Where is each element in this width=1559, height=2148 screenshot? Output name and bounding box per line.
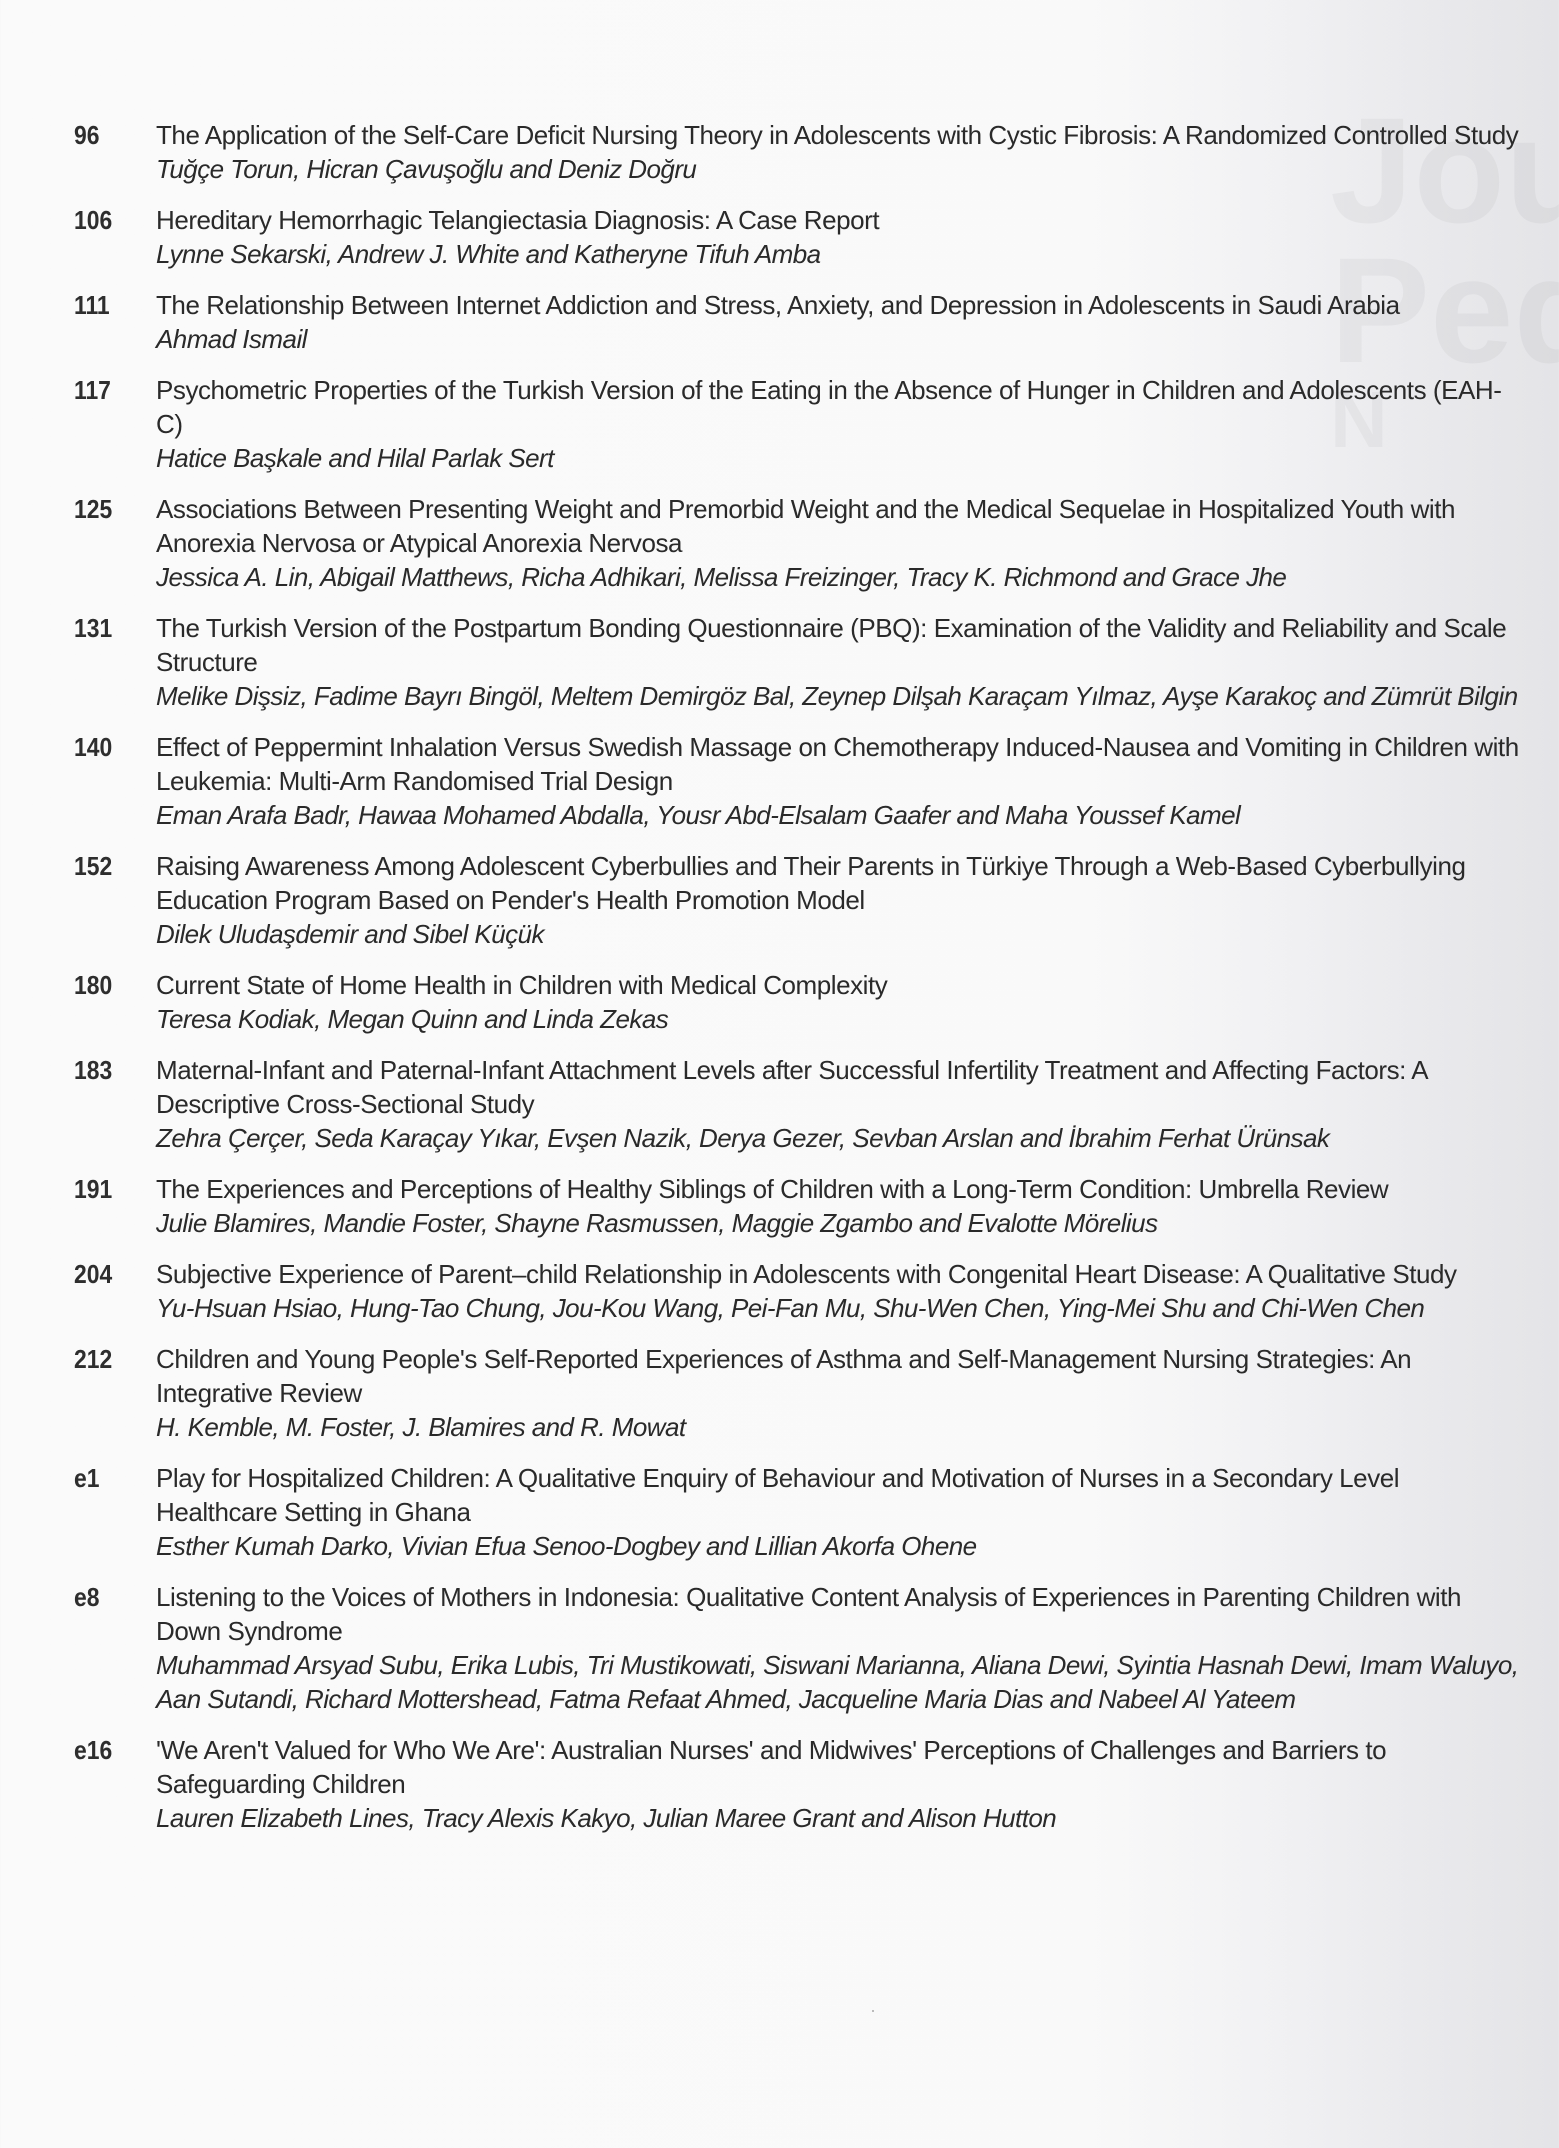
article-authors: Melike Dişsiz, Fadime Bayrı Bingöl, Meltem Demirgöz Bal, Zeynep Dilşah Karaçam Yılmaz, Ayşe Karakoç and Zümrüt Bilgin <box>156 681 1518 711</box>
article-title[interactable]: Children and Young People's Self-Reported Experiences of Asthma and Self-Management Nursing Strategies: An Integrative Review <box>156 1344 1412 1408</box>
article-title[interactable]: The Relationship Between Internet Addiction and Stress, Anxiety, and Depression in Adolescents in Saudi Arabia <box>156 290 1400 320</box>
page-number: 140 <box>74 732 113 762</box>
toc-entry[interactable] <box>74 1257 1534 1325</box>
toc-entry[interactable] <box>74 1733 1534 1835</box>
article-authors: Zehra Çerçer, Seda Karaçay Yıkar, Evşen Nazik, Derya Gezer, Sevban Arslan and İbrahim Ferhat Ürünsak <box>156 1123 1330 1153</box>
article-authors: Esther Kumah Darko, Vivian Efua Senoo-Dogbey and Lillian Akorfa Ohene <box>156 1531 977 1561</box>
page-number: 204 <box>74 1259 113 1289</box>
article-title[interactable]: Hereditary Hemorrhagic Telangiectasia Diagnosis: A Case Report <box>156 205 880 235</box>
article-title[interactable]: Subjective Experience of Parent–child Relationship in Adolescents with Congenital Heart Disease: A Qualitative Study <box>156 1259 1457 1289</box>
article-authors: Julie Blamires, Mandie Foster, Shayne Rasmussen, Maggie Zgambo and Evalotte Mörelius <box>156 1208 1158 1238</box>
page-number: e16 <box>74 1735 113 1765</box>
article-title[interactable]: The Application of the Self-Care Deficit Nursing Theory in Adolescents with Cystic Fibrosis: A Randomized Controlled Study <box>156 120 1519 150</box>
article-title[interactable]: Play for Hospitalized Children: A Qualitative Enquiry of Behaviour and Motivation of Nurses in a Secondary Level Healthcare Setting in Ghana <box>156 1463 1400 1527</box>
article-authors: Jessica A. Lin, Abigail Matthews, Richa Adhikari, Melissa Freizinger, Tracy K. Richmond and Grace Jhe <box>156 562 1287 592</box>
article-title[interactable]: Associations Between Presenting Weight and Premorbid Weight and the Medical Sequelae in Hospitalized Youth with Anorexia Nervosa or Atypical Anorexia Nervosa <box>156 494 1456 558</box>
article-title[interactable]: Raising Awareness Among Adolescent Cyberbullies and Their Parents in Türkiye Through a Web-Based Cyberbullying Education Program Based on Pender's Health Promotion Model <box>156 851 1466 915</box>
page-number: 111 <box>74 290 110 320</box>
page-speck <box>872 2010 874 2012</box>
page-number: e8 <box>74 1582 100 1612</box>
article-authors: Eman Arafa Badr, Hawaa Mohamed Abdalla, Yousr Abd-Elsalam Gaafer and Maha Youssef Kamel <box>156 800 1241 830</box>
article-authors: Dilek Uludaşdemir and Sibel Küçük <box>156 919 544 949</box>
toc-entry[interactable] <box>74 730 1534 832</box>
article-authors: Hatice Başkale and Hilal Parlak Sert <box>156 443 554 473</box>
article-authors: Ahmad Ismail <box>156 324 307 354</box>
page-number: 125 <box>74 494 113 524</box>
page-number: 212 <box>74 1344 113 1374</box>
article-authors: Lynne Sekarski, Andrew J. White and Katheryne Tifuh Amba <box>156 239 821 269</box>
article-authors: Teresa Kodiak, Megan Quinn and Linda Zekas <box>156 1004 669 1034</box>
article-title[interactable]: Listening to the Voices of Mothers in Indonesia: Qualitative Content Analysis of Experiences in Parenting Children with Down Syndrome <box>156 1582 1462 1646</box>
toc-entry[interactable] <box>74 492 1534 594</box>
article-authors: Yu-Hsuan Hsiao, Hung-Tao Chung, Jou-Kou Wang, Pei-Fan Mu, Shu-Wen Chen, Ying-Mei Shu and Chi-Wen Chen <box>156 1293 1425 1323</box>
page-number: 152 <box>74 851 113 881</box>
article-title[interactable]: Psychometric Properties of the Turkish Version of the Eating in the Absence of Hunger in Children and Adolescents (EAH-C) <box>156 375 1502 439</box>
toc-entry[interactable] <box>74 1053 1534 1155</box>
page-number: 191 <box>74 1174 113 1204</box>
article-authors: H. Kemble, M. Foster, J. Blamires and R. Mowat <box>156 1412 686 1442</box>
article-title[interactable]: Current State of Home Health in Children with Medical Complexity <box>156 970 888 1000</box>
page-number: e1 <box>74 1463 100 1493</box>
toc-entry[interactable] <box>74 1580 1534 1716</box>
toc-entry[interactable] <box>74 968 1534 1036</box>
article-authors: Lauren Elizabeth Lines, Tracy Alexis Kakyo, Julian Maree Grant and Alison Hutton <box>156 1803 1057 1833</box>
toc-entry[interactable] <box>74 203 1534 271</box>
toc-entry[interactable] <box>74 288 1534 356</box>
page-number: 106 <box>74 205 113 235</box>
article-authors: Muhammad Arsyad Subu, Erika Lubis, Tri Mustikowati, Siswani Marianna, Aliana Dewi, Syintia Hasnah Dewi, Imam Waluyo, Aan Sutandi, Richard Mottershead, Fatma Refaat Ahmed, Jacqueline Maria Dias and Nabeel Al Yateem <box>156 1650 1519 1714</box>
article-authors: Tuğçe Torun, Hicran Çavuşoğlu and Deniz Doğru <box>156 154 697 184</box>
toc-entry[interactable] <box>74 849 1534 951</box>
page-number: 96 <box>74 120 100 150</box>
toc-entry[interactable] <box>74 1172 1534 1240</box>
article-title[interactable]: 'We Aren't Valued for Who We Are': Australian Nurses' and Midwives' Perceptions of Challenges and Barriers to Safeguarding Children <box>156 1735 1387 1799</box>
toc-entry[interactable] <box>74 118 1534 186</box>
page-number: 117 <box>74 375 111 405</box>
table-of-contents <box>74 118 1534 1852</box>
page-number: 131 <box>74 613 113 643</box>
page-number: 180 <box>74 970 113 1000</box>
toc-entry[interactable] <box>74 1461 1534 1563</box>
article-title[interactable]: The Experiences and Perceptions of Healthy Siblings of Children with a Long-Term Condition: Umbrella Review <box>156 1174 1389 1204</box>
toc-entry[interactable] <box>74 611 1534 713</box>
article-title[interactable]: The Turkish Version of the Postpartum Bonding Questionnaire (PBQ): Examination of the Validity and Reliability and Scale Structure <box>156 613 1507 677</box>
article-title[interactable]: Effect of Peppermint Inhalation Versus Swedish Massage on Chemotherapy Induced-Nausea and Vomiting in Children with Leukemia: Multi-Arm Randomised Trial Design <box>156 732 1519 796</box>
toc-entry[interactable] <box>74 373 1534 475</box>
article-title[interactable]: Maternal-Infant and Paternal-Infant Attachment Levels after Successful Infertility Treatment and Affecting Factors: A Descriptive Cross-Sectional Study <box>156 1055 1427 1119</box>
page-number: 183 <box>74 1055 113 1085</box>
toc-entry[interactable] <box>74 1342 1534 1444</box>
